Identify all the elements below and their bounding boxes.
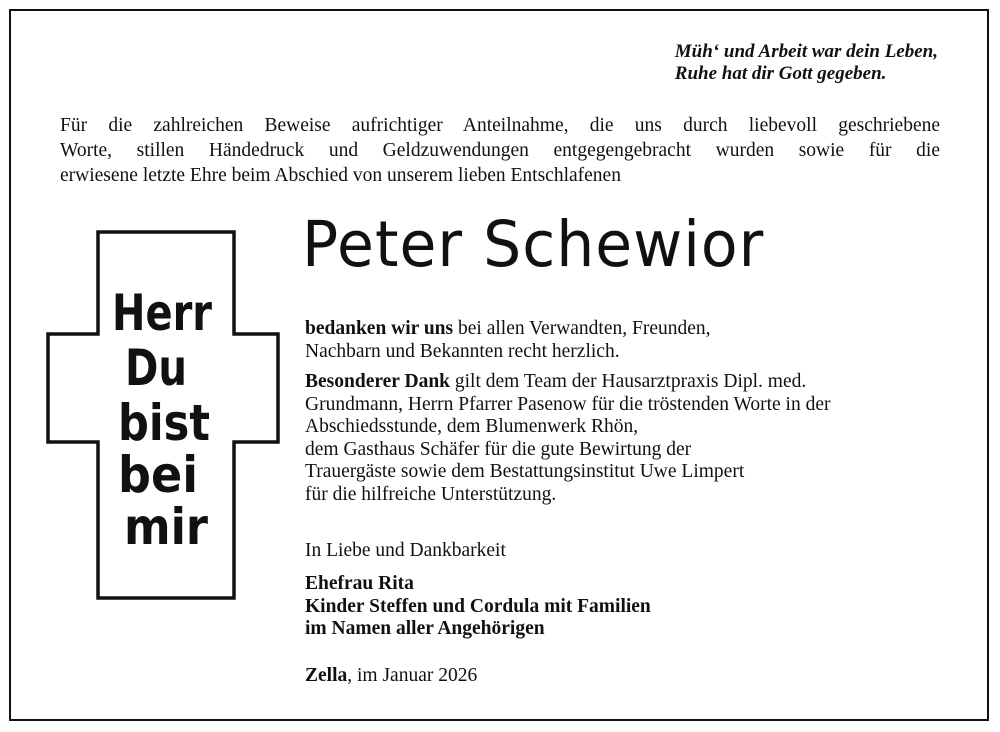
thanks-text (305, 318, 945, 506)
intro-line-1: Für die zahlreichen Beweise aufrichtiger Anteilnahme, die uns durch liebevoll geschriebene (60, 115, 940, 136)
thanks-bold-2: Besonderer Dank (305, 371, 451, 392)
family-signature (305, 573, 651, 641)
intro-line-2: Worte, stillen Händedruck und Geldzuwendungen entgegengebracht wurden sowie für die (60, 140, 940, 161)
thanks-p1-line-2: Nachbarn und Bekannten recht herzlich. (305, 340, 620, 362)
date-text: , im Januar 2026 (347, 665, 478, 686)
cross-word-1: Herr (112, 284, 213, 342)
place-name: Zella (305, 665, 348, 686)
motto-line-2: Ruhe hat dir Gott gegeben. (674, 63, 887, 84)
thanks-p2-line-2: Grundmann, Herrn Pfarrer Pasenow für die tröstenden Worte in der (305, 393, 831, 415)
place-date (305, 665, 477, 688)
cross-word-2: Du (125, 339, 187, 397)
thanks-bold-1: bedanken wir uns (305, 318, 454, 339)
cross-word-5: mir (124, 498, 209, 556)
cross-word-3: bist (118, 394, 210, 452)
closing-greeting: In Liebe und Dankbarkeit (305, 540, 506, 561)
thanks-para-2 (305, 371, 945, 506)
motto-verse (675, 41, 938, 85)
thanks-p2-rest: gilt dem Team der Hausarztpraxis Dipl. med. (450, 371, 807, 392)
deceased-name: Peter Schewior (302, 208, 765, 282)
thanks-p2-line-6: für die hilfreiche Unterstützung. (305, 483, 557, 505)
family-line-1: Ehefrau Rita (305, 573, 414, 594)
motto-line-1: Müh‘ und Arbeit war dein Leben, (674, 41, 938, 62)
cross-inscription (112, 284, 212, 556)
thanks-p1-rest: bei allen Verwandten, Freunden, (453, 318, 711, 339)
cross-word-4: bei (118, 446, 198, 504)
thanks-p2-line-3: Abschiedsstunde, dem Blumenwerk Rhön, (305, 416, 639, 437)
cross-icon (44, 230, 280, 600)
thanks-para-1 (305, 318, 945, 363)
thanks-p2-line-5: Trauergäste sowie dem Bestattungsinstitut Uwe Limpert (305, 461, 745, 482)
family-line-3: im Namen aller Angehörigen (305, 618, 545, 639)
intro-line-3: erwiesene letzte Ehre beim Abschied von unserem lieben Entschlafenen (60, 165, 621, 186)
intro-text (60, 113, 940, 188)
family-line-2: Kinder Steffen und Cordula mit Familien (305, 595, 651, 617)
thanks-p2-line-4: dem Gasthaus Schäfer für die gute Bewirtung der (305, 438, 692, 460)
